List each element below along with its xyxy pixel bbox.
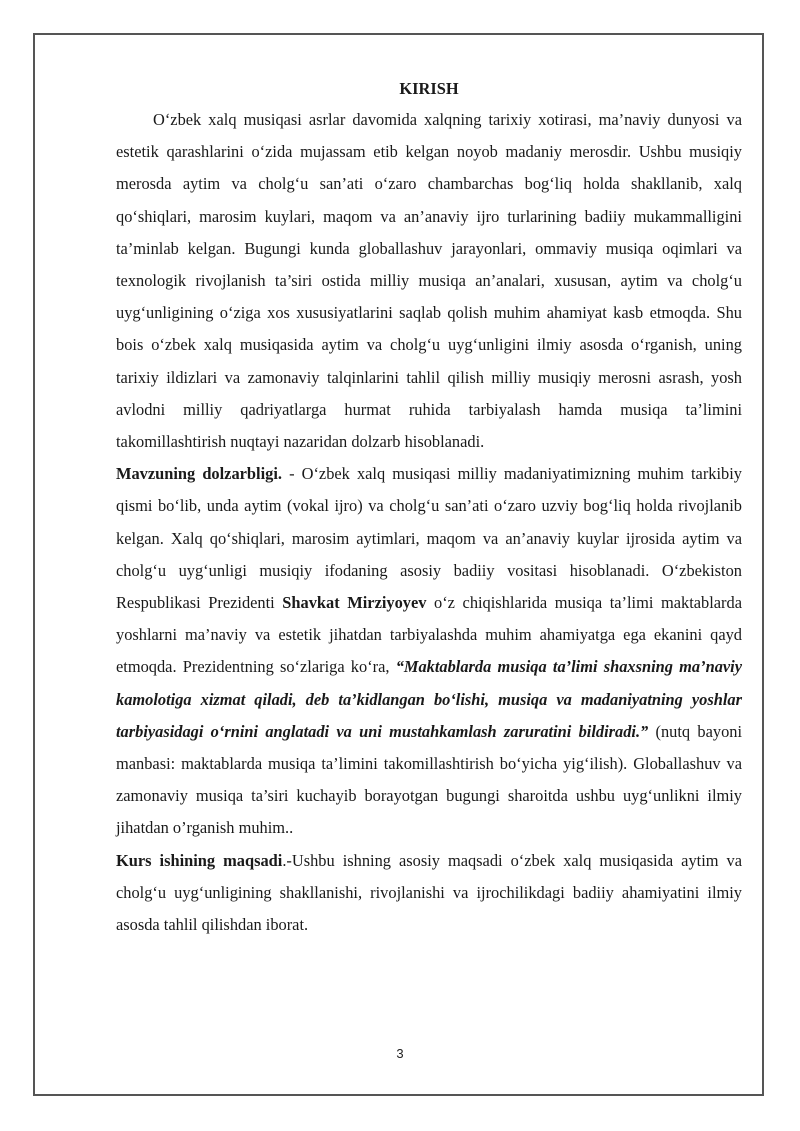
document-body bbox=[116, 74, 742, 941]
goal-text: .-Ushbu ishning asosiy maqsadi o‘zbek xalq musiqasida aytim va cholg‘u uyg‘unligining shakllanishi, rivojlanishi va ijrochilikdagi badiiy ahamiyatini ilmiy asosda tahlil qilishdan iborat. bbox=[116, 850, 742, 935]
president-quote: “Maktablarda musiqa ta’limi shaxsning ma’naviy kamolotiga xizmat qiladi, deb ta’kidlangan bo‘lishi, musiqa va madaniyatning yoshlar tarbiyasidagi o‘rnini anglatadi va uni mustahkamlash zaruratini bildiradi.” bbox=[116, 657, 742, 741]
relevance-paragraph bbox=[116, 458, 742, 844]
goal-paragraph bbox=[116, 845, 742, 942]
page-title: KIRISH bbox=[399, 79, 459, 98]
relevance-text-2: o‘z chiqishlarida musiqa ta’limi maktablarda yoshlarni ma’naviy va estetik jihatdan tarbiyalashda muhim ahamiyatga ega ekanini qayd etmoqda. Prezidentning so‘zlariga ko‘ra, bbox=[116, 593, 742, 677]
intro-paragraph: O‘zbek xalq musiqasi asrlar davomida xalqning tarixiy xotirasi, ma’naviy dunyosi va estetik qarashlarini o‘zida mujassam etib kelgan noyob madaniy merosdir. Ushbu musiqiy merosda aytim va cholg‘u san’ati o‘zaro chambarchas bog‘liq holda shakllanib, xalq qo‘shiqlari, marosim kuylari, maqom va an’anaviy ijro turlarining badiiy mukammalligini ta’minlab kelgan. Bugungi kunda globallashuv jarayonlari, ommaviy musiqa oqimlari va texnologik rivojlanish ta’siri ostida milliy musiqa an’analari, xususan, aytim va cholg‘u uyg‘unligining o‘ziga xos xususiyatlarini saqlab qolish muhim ahamiyat kasb etmoqda. Shu bois o‘zbek xalq musiqasida aytim va cholg‘u uyg‘unligini ilmiy asosda o‘rganish, uning tarixiy ildizlari va zamonaviy talqinlarini tahlil qilish milliy musiqiy merosni asrash, yosh avlodni milliy qadriyatlarga hurmat ruhida tarbiyalash hamda musiqa ta’limini takomillashtirish nuqtayi nazaridan dolzarb hisoblanadi. bbox=[116, 110, 742, 452]
president-name: Shavkat Mirziyoyev bbox=[282, 593, 427, 613]
relevance-text-3: (nutq bayoni manbasi: maktablarda musiqa ta’limini takomillashtirish bo‘yicha yig‘ilish). Globallashuv va zamonaviy musiqa ta’siri kuchayib borayotgan bugungi sharoitda ushbu uyg‘unlikni ilmiy jihatdan o’rganish muhim.. bbox=[116, 721, 743, 838]
goal-heading: Kurs ishining maqsadi bbox=[116, 850, 283, 870]
relevance-text-1: - O‘zbek xalq musiqasi milliy madaniyatimizning muhim tarkibiy qismi bo‘lib, unda aytim (vokal ijro) va cholg‘u san’ati o‘zaro uzviy bog‘liq holda rivojlanib kelgan. Xalq qo‘shiqlari, marosim aytimlari, maqom va an’anaviy kuylar ijrosida aytim va cholg‘u uyg‘unligi musiqiy ifodaning asosiy badiiy vositasi hisoblanadi. O‘zbekiston Respublikasi Prezidenti bbox=[116, 464, 742, 613]
page-number: 3 bbox=[396, 1046, 404, 1061]
relevance-heading: Mavzuning dolzarbligi. bbox=[116, 464, 282, 484]
